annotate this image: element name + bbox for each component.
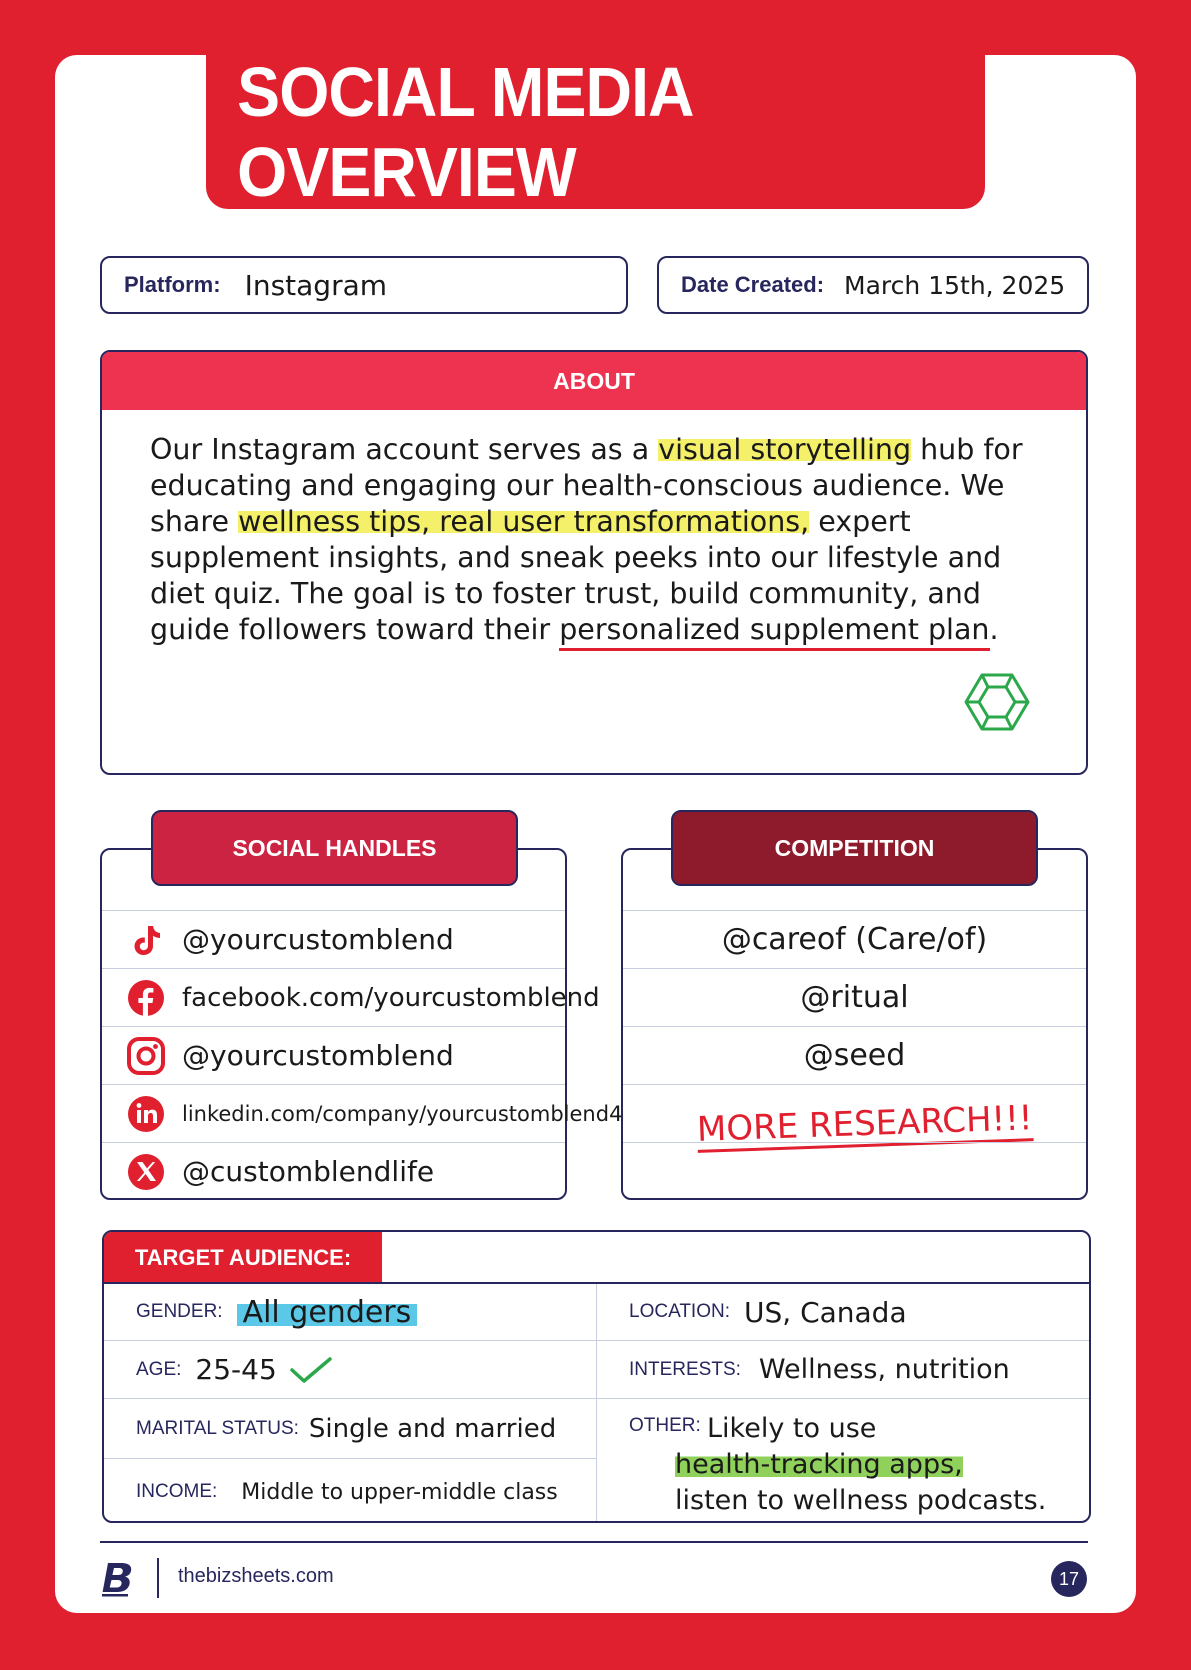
competitor-value: @seed: [803, 1038, 906, 1073]
competitor-row: [623, 1026, 1086, 1084]
facebook-icon: [126, 978, 166, 1018]
handle-value: facebook.com/yourcustomblend: [182, 982, 600, 1013]
target-audience-heading: TARGET AUDIENCE:: [104, 1232, 382, 1284]
about-text: [150, 432, 1045, 648]
date-created-value: March 15th, 2025: [844, 270, 1066, 300]
other-label: OTHER:: [629, 1415, 701, 1436]
other-highlight: health-tracking apps,: [675, 1449, 963, 1480]
about-underlined: personalized supplement plan: [559, 613, 989, 651]
date-created-field: [657, 256, 1089, 314]
handle-value: @yourcustomblend: [182, 1039, 454, 1072]
competitor-row: [623, 1084, 1086, 1150]
gender-label: GENDER:: [136, 1301, 223, 1322]
other-line: listen to wellness podcasts.: [675, 1485, 1047, 1516]
about-text-part: .: [989, 613, 999, 646]
check-icon: [289, 1355, 333, 1385]
other-line: Likely to use: [707, 1413, 877, 1444]
page-title: SOCIAL MEDIA OVERVIEW: [237, 53, 692, 211]
about-text-part: Our Instagram account serves as a: [150, 433, 659, 466]
gender-value: All genders: [237, 1295, 418, 1330]
about-highlight: visual storytelling: [658, 433, 912, 466]
income-label: INCOME:: [136, 1481, 218, 1502]
age-value: 25-45: [195, 1353, 277, 1386]
handle-row-instagram[interactable]: [102, 1026, 565, 1084]
about-section: [100, 350, 1088, 775]
bizsheets-logo-icon: [100, 1560, 136, 1598]
marital-status-row: [104, 1398, 596, 1458]
linkedin-icon: [126, 1094, 166, 1134]
handle-row-tiktok[interactable]: [102, 910, 565, 968]
research-note: MORE RESEARCH!!!: [696, 1098, 1033, 1153]
platform-label: Platform:: [124, 272, 221, 297]
interests-row: [597, 1340, 1091, 1398]
tiktok-icon: [126, 920, 166, 960]
title-banner: [206, 55, 985, 209]
age-row: [104, 1340, 596, 1398]
competitor-row: [623, 910, 1086, 968]
social-handles-heading: SOCIAL HANDLES: [151, 810, 518, 886]
competitor-row-empty: [623, 1142, 1086, 1200]
marital-status-label: MARITAL STATUS:: [136, 1417, 299, 1439]
target-audience-section: [102, 1230, 1091, 1523]
competitor-row: [623, 968, 1086, 1026]
platform-value: Instagram: [244, 268, 388, 302]
date-created-label: Date Created:: [681, 272, 825, 297]
x-icon: [126, 1152, 166, 1192]
location-value: US, Canada: [744, 1295, 907, 1329]
instagram-icon: [126, 1036, 166, 1076]
footer-divider: [100, 1541, 1088, 1543]
about-text-part: hub for educating and engaging our health-conscious audience. We share: [150, 433, 1023, 538]
marital-status-value: Single and married: [308, 1413, 557, 1444]
handle-value: @customblendlife: [182, 1155, 435, 1188]
platform-field: [100, 256, 628, 314]
gender-row: [104, 1284, 596, 1340]
location-label: LOCATION:: [629, 1301, 730, 1322]
other-value: [675, 1411, 1046, 1519]
about-text-part: expert supplement insights, and sneak peeks into our lifestyle and diet quiz. The goal is to foster trust, build community, and guide followers toward their: [150, 505, 1002, 646]
handle-row-facebook[interactable]: [102, 968, 600, 1026]
handle-value: linkedin.com/company/yourcustomblend4: [182, 1101, 623, 1126]
competitor-value: @ritual: [800, 980, 909, 1015]
about-heading: ABOUT: [102, 352, 1086, 410]
competition-box: [621, 848, 1088, 1200]
other-row: [597, 1398, 1091, 1523]
competitor-value: @careof (Care/of): [721, 922, 988, 957]
handle-value: @yourcustomblend: [182, 923, 454, 956]
income-row: [104, 1458, 596, 1523]
social-handles-box: [100, 848, 623, 1200]
interests-value: Wellness, nutrition: [758, 1354, 1010, 1385]
about-highlight: wellness tips, real user transformations,: [238, 505, 810, 538]
page-number: 17: [1051, 1561, 1087, 1597]
income-value: Middle to upper-middle class: [241, 1479, 558, 1505]
location-row: [597, 1284, 1091, 1340]
handle-row-x[interactable]: [102, 1142, 565, 1200]
age-label: AGE:: [136, 1358, 182, 1380]
competition-heading: COMPETITION: [671, 810, 1038, 886]
footer-separator: [157, 1558, 159, 1598]
handle-row-linkedin[interactable]: [102, 1084, 623, 1142]
gem-icon: [962, 670, 1032, 734]
footer-website[interactable]: thebizsheets.com: [178, 1565, 334, 1587]
interests-label: INTERESTS:: [629, 1358, 741, 1380]
